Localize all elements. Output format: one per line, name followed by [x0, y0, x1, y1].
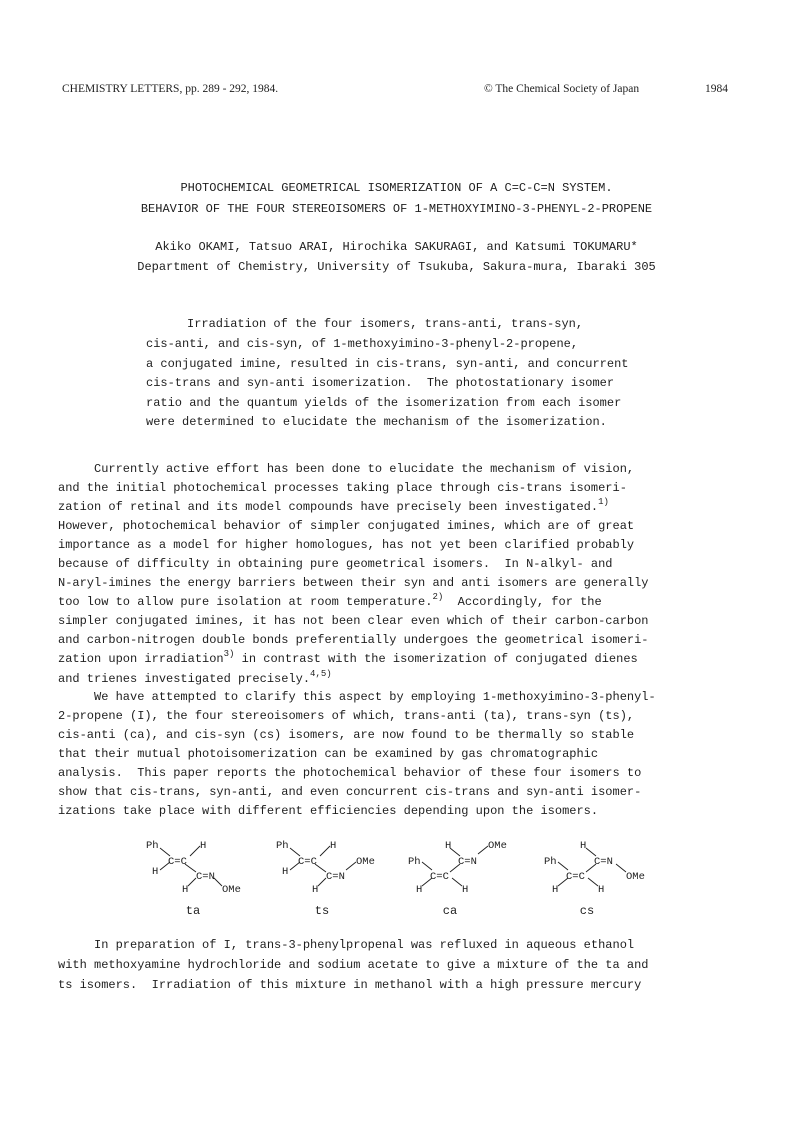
abstract-line: Irradiation of the four isomers, trans-anti, trans-syn, [187, 317, 584, 331]
body-line: importance as a model for higher homologues, has not yet been clarified probably [58, 538, 635, 552]
reference-marker: 4,5) [310, 669, 332, 679]
body-line: 2-propene (I), the four stereoisomers of which, trans-anti (ta), trans-syn (ts), [58, 709, 635, 723]
body-line: However, photochemical behavior of simpler conjugated imines, which are of great [58, 519, 635, 533]
body-line: N-aryl-imines the energy barriers between their syn and anti isomers are generally [58, 576, 649, 590]
imine-label: C=N [326, 871, 345, 883]
hydrogen-label: H [462, 884, 469, 896]
hydrogen-label: H [282, 866, 289, 878]
body-line: that their mutual photoisomerization can be examined by gas chromatographic [58, 747, 599, 761]
hydrogen-label: H [312, 884, 319, 896]
body-line: izations take place with different efficiencies depending upon the isomers. [58, 804, 599, 818]
structure-caption-cs: cs [579, 904, 595, 918]
reference-marker: 3) [223, 649, 235, 659]
body-line: too low to allow pure isolation at room temperature.$^{2)}$ Accordingly, for the [58, 592, 602, 609]
abstract-line: cis-trans and syn-anti isomerization. The photostationary isomer [146, 376, 615, 390]
methoxy-label: OMe [222, 884, 241, 896]
hydrogen-label: H [445, 840, 452, 852]
authors: Akiko OKAMI, Tatsuo ARAI, Hirochika SAKURAGI, and Katsumi TOKUMARU* [155, 240, 638, 254]
body-line: Currently active effort has been done to elucidate the mechanism of vision, [58, 462, 635, 476]
imine-label: C=N [458, 856, 477, 868]
abstract-line: were determined to elucidate the mechanism of the isomerization. [146, 415, 607, 429]
alkene-label: C=C [430, 871, 449, 883]
copyright-notice: © The Chemical Society of Japan [484, 83, 640, 95]
body-line: because of difficulty in obtaining pure geometrical isomers. In N-alkyl- and [58, 557, 613, 571]
structure-caption-ts: ts [314, 904, 330, 918]
body-line: zation upon irradiation$^{3)}$ in contrast with the isomerization of conjugated dienes [58, 649, 638, 666]
structure-caption-ta: ta [185, 904, 201, 918]
phenyl-label: Ph [408, 856, 421, 868]
body-line: simpler conjugated imines, it has not been clear even which of their carbon-carbon [58, 614, 649, 628]
title-line-2: BEHAVIOR OF THE FOUR STEREOISOMERS OF 1-METHOXYIMINO-3-PHENYL-2-PROPENE [140, 202, 653, 216]
phenyl-label: Ph [544, 856, 557, 868]
body-line: with methoxyamine hydrochloride and sodium acetate to give a mixture of the ta and [58, 958, 649, 972]
body-line: ts isomers. Irradiation of this mixture in methanol with a high pressure mercury [58, 978, 642, 992]
imine-label: C=N [594, 856, 613, 868]
phenyl-label: Ph [276, 840, 289, 852]
reference-marker: 1) [598, 497, 609, 507]
hydrogen-label: H [416, 884, 423, 896]
body-line: We have attempted to clarify this aspect by employing 1-methoxyimino-3-phenyl- [58, 690, 656, 704]
hydrogen-label: H [330, 840, 337, 852]
structure-drawings [140, 834, 660, 904]
imine-label: C=N [196, 871, 215, 883]
hydrogen-label: H [552, 884, 559, 896]
journal-year: 1984 [705, 83, 728, 95]
body-line: and trienes investigated precisely.$^{4,5)}$ [58, 669, 332, 686]
phenyl-label: Ph [146, 840, 159, 852]
abstract-line: cis-anti, and cis-syn, of 1-methoxyimino-3-phenyl-2-propene, [146, 337, 579, 351]
alkene-label: C=C [566, 871, 585, 883]
running-header [0, 83, 793, 101]
body-line: and carbon-nitrogen double bonds preferentially undergoes the geometrical isomeri- [58, 633, 649, 647]
hydrogen-label: H [598, 884, 605, 896]
reference-marker: 2) [432, 592, 444, 602]
alkene-label: C=C [168, 856, 187, 868]
hydrogen-label: H [182, 884, 189, 896]
alkene-label: C=C [298, 856, 317, 868]
hydrogen-label: H [152, 866, 159, 878]
body-line: and the initial photochemical processes taking place through cis-trans isomeri- [58, 481, 627, 495]
affiliation: Department of Chemistry, University of Tsukuba, Sakura-mura, Ibaraki 305 [137, 260, 656, 274]
title-line-1: PHOTOCHEMICAL GEOMETRICAL ISOMERIZATION OF A C=C-C=N SYSTEM. [180, 181, 613, 195]
hydrogen-label: H [580, 840, 587, 852]
body-line: In preparation of I, trans-3-phenylpropenal was refluxed in aqueous ethanol [58, 938, 635, 952]
journal-citation: CHEMISTRY LETTERS, pp. 289 - 292, 1984. [62, 83, 279, 95]
methoxy-label: OMe [626, 871, 645, 883]
methoxy-label: OMe [488, 840, 507, 852]
body-line: cis-anti (ca), and cis-syn (cs) isomers, are now found to be thermally so stable [58, 728, 635, 742]
methoxy-label: OMe [356, 856, 375, 868]
abstract-line: a conjugated imine, resulted in cis-trans, syn-anti, and concurrent [146, 357, 629, 371]
body-line: analysis. This paper reports the photochemical behavior of these four isomers to [58, 766, 642, 780]
structure-caption-ca: ca [442, 904, 458, 918]
body-line: zation of retinal and its model compounds have precisely been investigated.$^{1)}$ [58, 497, 609, 514]
body-line: show that cis-trans, syn-anti, and even concurrent cis-trans and syn-anti isomer- [58, 785, 642, 799]
abstract-line: ratio and the quantum yields of the isomerization from each isomer [146, 396, 622, 410]
hydrogen-label: H [200, 840, 207, 852]
